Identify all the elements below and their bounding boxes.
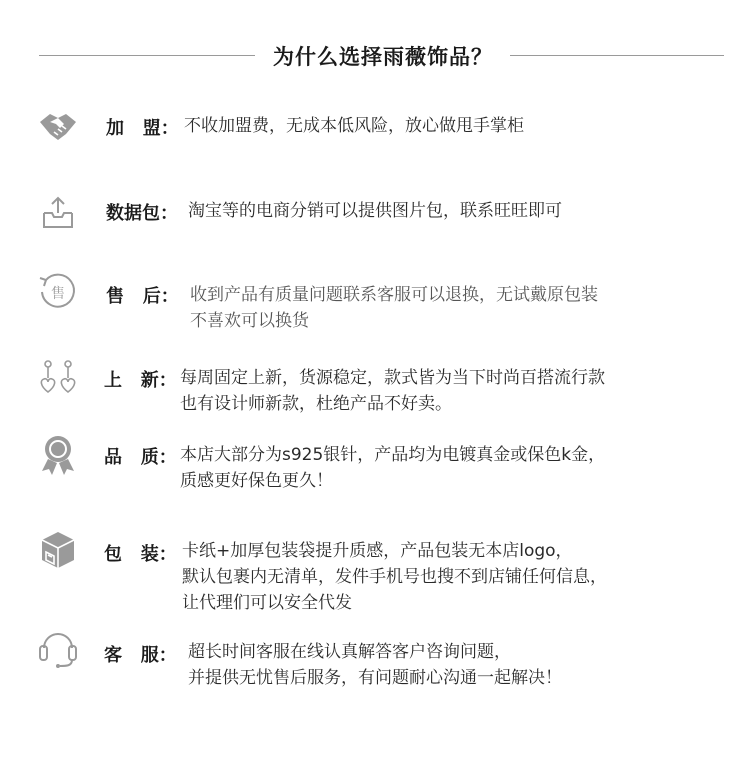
feature-label: 数据包： [106, 203, 178, 224]
feature-text: 淘宝等的电商分销可以提供图片包，联系旺旺即可 [188, 201, 562, 221]
feature-label: 上 新： [104, 370, 177, 391]
feature-label: 客 服： [104, 645, 177, 666]
feature-label: 包 装： [104, 544, 177, 565]
after-sale-icon [36, 270, 80, 314]
section-title: 为什么选择雨薇饰品？ [273, 45, 493, 69]
section-header [0, 36, 751, 76]
header-rule-left [39, 55, 255, 56]
header-rule-right [510, 55, 724, 56]
svg-text:售: 售 [51, 286, 65, 302]
handshake-icon [36, 104, 80, 148]
feature-text: 卡纸+加厚包装袋提升质感，产品包装无本店logo， 默认包裹内无清单，发件手机号也搜不到店铺任何信息， 让代理们可以安全代发 [182, 541, 607, 613]
feature-label: 加 盟： [106, 118, 179, 139]
headset-icon [36, 626, 80, 670]
feature-text: 不收加盟费，无成本低风险，放心做甩手掌柜 [184, 116, 524, 136]
feature-text: 收到产品有质量问题联系客服可以退换，无试戴原包装 不喜欢可以换货 [190, 285, 598, 331]
feature-label: 售 后： [106, 286, 179, 307]
feature-text: 本店大部分为s925银针，产品均为电镀真金或保色k金， 质感更好保色更久！ [180, 445, 606, 491]
feature-text: 超长时间客服在线认真解答客户咨询问题， 并提供无忧售后服务，有问题耐心沟通一起解决！ [188, 642, 562, 688]
award-badge-icon [36, 433, 80, 477]
package-box-icon [36, 528, 80, 572]
tray-upload-icon [36, 191, 80, 235]
feature-text: 每周固定上新，货源稳定，款式皆为当下时尚百搭流行款 也有设计师新款，杜绝产品不好卖。 [180, 368, 605, 414]
earrings-icon [36, 358, 80, 402]
feature-label: 品 质： [104, 447, 177, 468]
